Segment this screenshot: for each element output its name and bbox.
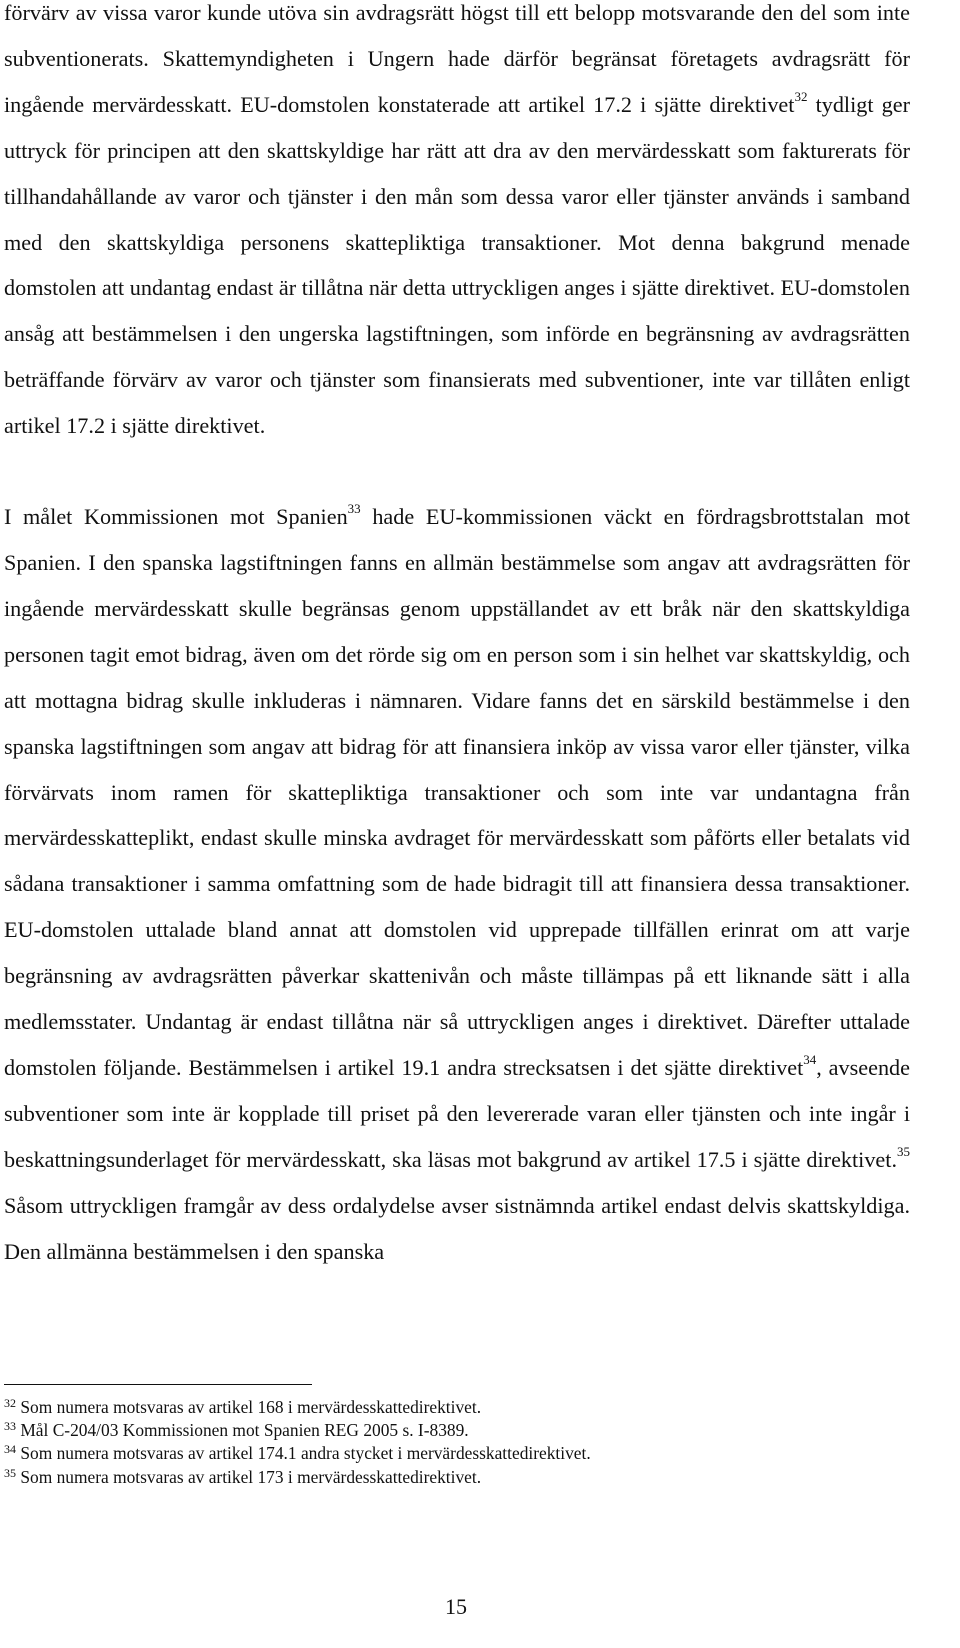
paragraph-hungary-case: [4, 0, 910, 449]
body-text: [4, 0, 910, 1274]
footnote-number: 34: [4, 1442, 16, 1457]
footnote-separator: [4, 1384, 312, 1385]
footnote-text: Som numera motsvaras av artikel 173 i mervärdesskattedirektivet.: [16, 1466, 482, 1487]
paragraph-text: I målet Kommissionen mot Spanien: [4, 504, 348, 530]
footnote-35: [4, 1466, 910, 1489]
footnote-ref-32[interactable]: 32: [794, 88, 808, 104]
paragraph-text: hade EU-kommissionen väckt en fördragsbrottstalan mot Spanien. I den spanska lagstiftningen fanns en allmän bestämmelse som angav att avdragsrätten för ingående mervärdesskatt skulle begränsas genom uppställandet av ett bråk när den skattskyldiga personen tagit emot bidrag, även om det rörde sig om en person som i sin helhet var skattskyldig, och att mottagna bidrag skulle inkluderas i nämnaren. Vidare fanns det en särskild bestämmelse i den spanska lagstiftningen som angav att bidrag för att finansiera inköp av vissa varor eller tjänster, vilka förvärvats inom ramen för skattepliktiga transaktioner och som inte var undantagna från mervärdesskatteplikt, endast skulle minska avdraget för mervärdesskatt som påförts eller betalats vid sådana transaktioner i samma omfattning som de hade bidragit till att finansiera dessa transaktioner. EU-domstolen uttalade bland annat att domstolen vid upprepade tillfällen erinrat om att varje begränsning av avdragsrätten påverkar skattenivån och måste tillämpas på ett liknande sätt i alla medlemsstater. Undantag är endast tillåtna när så uttryckligen anges i direktivet. Därefter uttalade domstolen följande. Bestämmelsen i artikel 19.1 andra strecksatsen i det sjätte direktivet: [4, 504, 910, 1080]
footnote-34: [4, 1442, 910, 1465]
paragraph-text: tydligt ger uttryck för principen att den skattskyldige har rätt att dra av den mervärdesskatt som fakturerats för tillhandahållande av varor och tjänster i den mån som dessa varor eller tjänster används i samband med den skattskyldiga personens skattepliktiga transaktioner. Mot denna bakgrund menade domstolen att undantag endast är tillåtna när detta uttryckligen anges i sjätte direktivet. EU-domstolen ansåg att bestämmelsen i den ungerska lagstiftningen, som införde en begränsning av avdragsrätten beträffande förvärv av varor och tjänster som finansierats med subventioner, inte var tillåten enligt artikel 17.2 i sjätte direktivet.: [4, 91, 910, 439]
page-number: 15: [445, 1594, 467, 1619]
footnote-ref-34[interactable]: 34: [803, 1051, 817, 1067]
footnote-33: [4, 1419, 910, 1442]
footnotes: [4, 1396, 910, 1489]
paragraph-text: , avseende subventioner som inte är kopplade till priset på den levererade varan eller tjänsten och inte ingår i beskattningsunderlaget för mervärdesskatt, ska läsas mot bakgrund av artikel 17.5 i sjätte direktivet.: [4, 1054, 910, 1172]
footnote-number: 33: [4, 1419, 16, 1434]
paragraph-text: förvärv av vissa varor kunde utöva sin avdragsrätt högst till ett belopp motsvarande den del som inte subventionerats. Skattemyndigheten i Ungern hade därför begränsat företagets avdragsrätt för ingående mervärdesskatt. EU-domstolen konstaterade att artikel 17.2 i sjätte direktivet: [4, 0, 910, 117]
footnote-text: Mål C-204/03 Kommissionen mot Spanien REG 2005 s. I-8389.: [16, 1420, 469, 1441]
footnote-32: [4, 1396, 910, 1419]
footnote-number: 32: [4, 1396, 16, 1410]
footnote-ref-35[interactable]: 35: [897, 1143, 910, 1159]
paragraph-text: Såsom uttryckligen framgår av dess ordalydelse avser sistnämnda artikel endast delvis skattskyldiga. Den allmänna bestämmelsen i den spanska: [4, 1192, 910, 1264]
footnote-number: 35: [4, 1465, 16, 1480]
paragraph-spain-case: [4, 494, 910, 1274]
footnote-text: Som numera motsvaras av artikel 168 i mervärdesskattedirektivet.: [16, 1397, 482, 1417]
footnote-text: Som numera motsvaras av artikel 174.1 andra stycket i mervärdesskattedirektivet.: [16, 1443, 591, 1464]
footnote-ref-33[interactable]: 33: [347, 501, 361, 517]
